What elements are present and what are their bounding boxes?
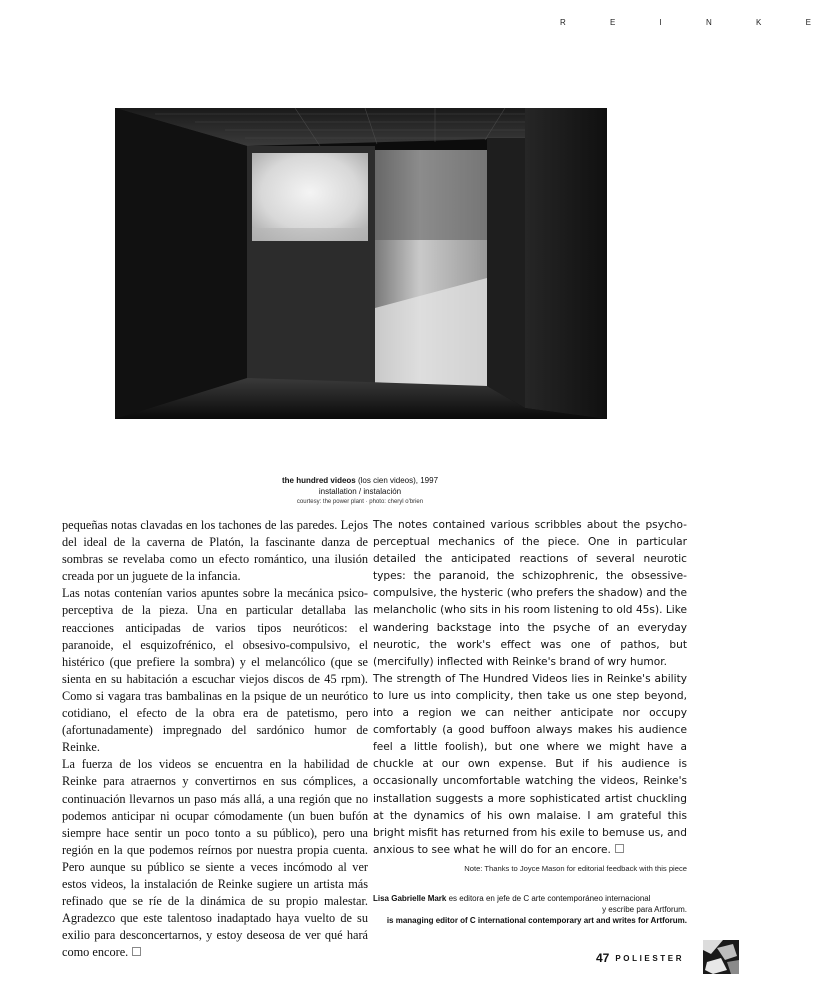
magazine-logo-drawing <box>703 940 739 974</box>
running-head: R E I N K E <box>560 18 832 27</box>
magazine-logo-icon <box>703 940 739 974</box>
author-name: Lisa Gabrielle Mark <box>373 894 447 903</box>
caption-title-rest: (los cien videos), 1997 <box>355 476 439 485</box>
bio-spanish-line-2: y escribe para Artforum. <box>602 905 687 914</box>
bio-spanish-line-1 <box>373 893 687 904</box>
spanish-paragraph-1: pequeñas notas clavadas en los tachones de las paredes. Lejos del ideal de la caverna de Platón, la fascinante danza de sombras se revelaba como un efecto romántico, una ilusión creada por un juguete de la infancia. <box>62 518 368 584</box>
spanish-paragraph-3-wrap <box>62 756 368 961</box>
end-mark-icon <box>132 947 141 956</box>
spanish-column <box>62 517 368 961</box>
caption-medium: installation / instalación <box>318 487 402 496</box>
spanish-paragraph-3: La fuerza de los videos se encuentra en la habilidad de Reinke para atraernos y convertirnos en sus cómplices, a continuación llevarnos un paso más allá, a una región que no podemos anticipar ni ocupar cómodamente (un buen bufón siempre hace sentir un poco tonto a su público), pero una región en la que podemos reírnos por nuestra propia cuenta. Pero aunque su público se siente a veces incómodo al ver estos videos, la instalación de Reinke sugiere un artista más refinado que se ríe de la dinámica de su propio malestar. Agradezco que este talentoso inadaptado haya vuelto de su exilio para desconcertarnos, y estoy deseosa de ver qué hará como encore. <box>62 757 368 960</box>
bio-english: is managing editor of C international contemporary art and writes for Artforum. <box>386 916 687 925</box>
end-mark-icon <box>615 844 624 853</box>
page-number: 47 <box>596 951 610 965</box>
installation-photo <box>115 108 607 419</box>
english-paragraph-2: The strength of The Hundred Videos lies in Reinke's ability to lure us into complicity, then take us one step beyond, into a region we can neither anticipate nor occupy comfortably (a good buffoon always makes his audience feel a little foolish), but one where we might have a chuckle at our own expense. But if his audience is occasionally uncomfortable watching the videos, Reinke's installation suggests a more sophisticated artist chuckling at the dynamics of his own malaise. I am grateful this bright misfit has returned from his exile to bemuse us, and anxious to see what he will do for an encore. <box>373 672 687 856</box>
editorial-note: Note: Thanks to Joyce Mason for editorial feedback with this piece <box>464 864 687 873</box>
magazine-name: POLIESTER <box>615 953 685 963</box>
caption-title-line <box>215 475 505 486</box>
english-column <box>373 517 687 859</box>
installation-photo-drawing <box>115 108 607 419</box>
caption-title: the hundred videos <box>281 476 356 485</box>
bio-spanish-rest: es editora en jefe de C arte contemporáneo internacional <box>446 894 651 903</box>
author-bio <box>373 893 687 926</box>
english-paragraph-2-wrap <box>373 671 687 859</box>
figure-caption <box>215 475 505 508</box>
spanish-paragraph-2: Las notas contenían varios apuntes sobre la mecánica psico-perceptiva de la pieza. Una en particular detallaba las reacciones anticipadas de varios tipos neuróticos: el paranoide, el esquizofrénico, el obsesivo-compulsivo, el histérico (que prefiere la sombra) y el melancólico (que se sienta en su habitación a escuchar viejos discos de 45 rpm). Como si vagara tras bambalinas en la psique de un neurótico cotidiano, el efecto de la obra era de patetismo, pero (afortunadamente) impregnado del sardónico humor de Reinke. <box>62 586 368 755</box>
english-paragraph-1: The notes contained various scribbles about the psycho-perceptual mechanics of the piece. One in particular detailed the anticipated reactions of several neurotic types: the paranoid, the schizophrenic, the obsessive-compulsive, the hysteric (who prefers the shadow) and the melancholic (who sits in his room listening to old 45s). Like wandering backstage into the psyche of an everyday neurotic, the work's effect was one of pathos, but (mercifully) inflected with Reinke's brand of wry humor. <box>373 519 687 668</box>
page-footer <box>596 948 684 968</box>
caption-credit: courtesy: the power plant · photo: cheryl o'brien <box>296 499 424 505</box>
